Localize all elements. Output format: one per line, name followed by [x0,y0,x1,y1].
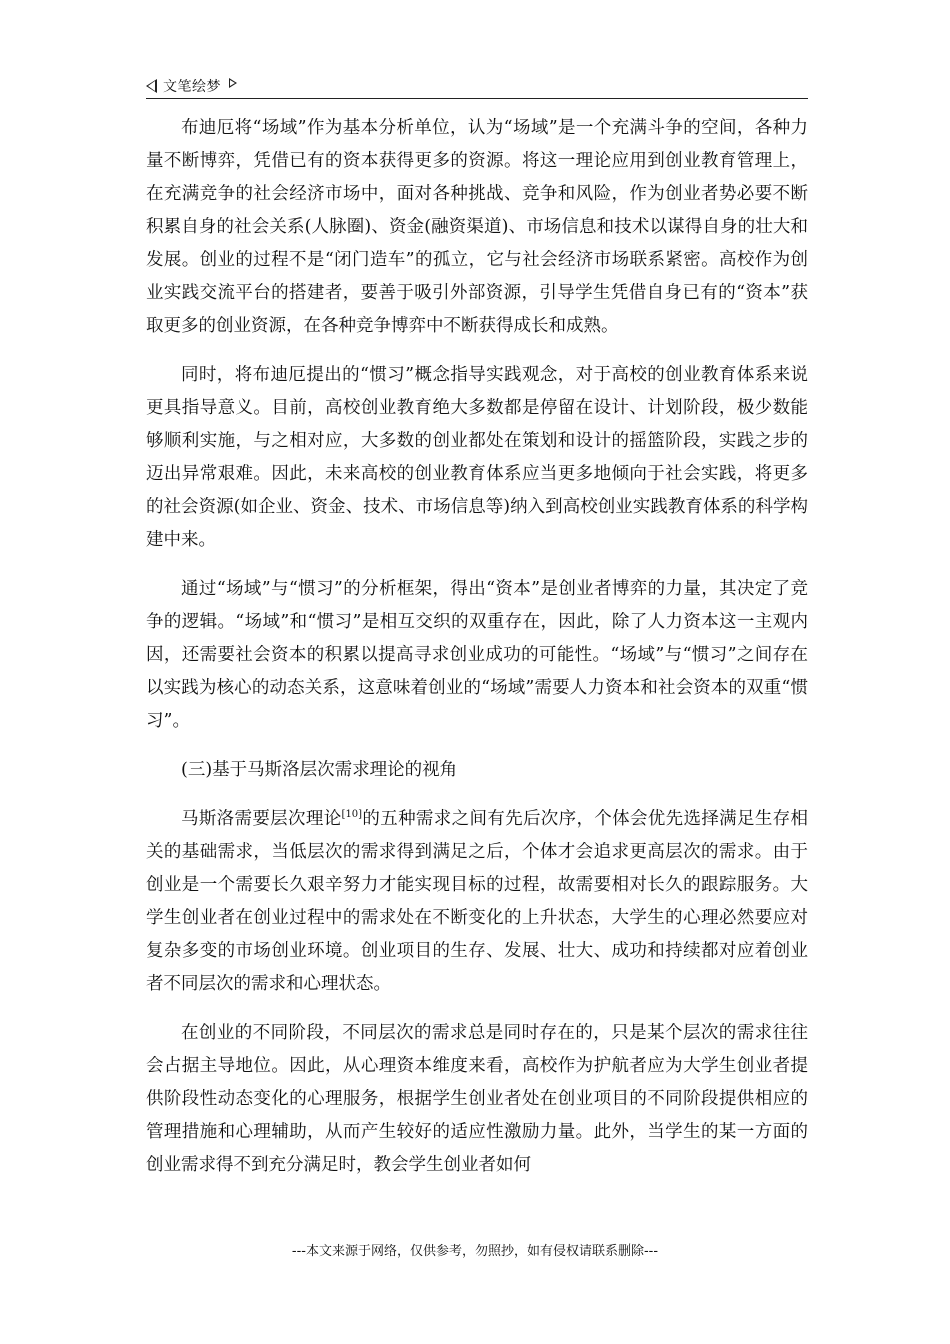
maslow-text-start: 马斯洛需要层次理论 [181,809,342,829]
page-header [146,74,808,98]
maslow-text-rest: 的五种需求之间有先后次序，个体会优先选择满足生存相关的基础需求，当低层次的需求得到满足之后，个体才会追求更高层次的需求。由于创业是一个需要长久艰辛努力才能实现目标的过程，故需要相对长久的跟踪服务。大学生创业者在创业过程中的需求处在不断变化的上升状态，大学生的心理必然要应对复杂多变的市场创业环境。创业项目的生存、发展、壮大、成功和持续都对应着创业者不同层次的需求和心理状态。 [146,809,809,994]
citation-ref: [10] [341,809,363,821]
page-footer: ---本文来源于网络，仅供参考，勿照抄，如有侵权请联系删除--- [291,1244,659,1259]
triangle-left-icon [146,79,157,93]
paragraph-field-theory: 布迪厄将“场域”作为基本分析单位，认为“场域”是一个充满斗争的空间，各种力量不断博弈，凭借已有的资本获得更多的资源。将这一理论应用到创业教育管理上，在充满竞争的社会经济市场中，面对各种挑战、竞争和风险，作为创业者势必要不断积累自身的社会关系(人脉圈)、资金(融资渠道)、市场信息和技术以谋得自身的壮大和发展。创业的过程不是“闭门造车”的孤立，它与社会经济市场联系紧密。高校作为创业实践交流平台的搭建者，要善于吸引外部资源，引导学生凭借自身已有的“资本”获取更多的创业资源，在各种竞争博弈中不断获得成长和成熟。 [146,118,808,336]
header-title: 文笔绘梦 [163,79,221,95]
document-body [146,112,808,1182]
header-rule [146,98,808,99]
section-heading: (三)基于马斯洛层次需求理论的视角 [181,760,458,780]
paragraph-maslow [146,803,808,1001]
triangle-right-icon [229,78,237,88]
paragraph-capital: 通过“场域”与“惯习”的分析框架，得出“资本”是创业者博弈的力量，其决定了竞争的逻辑。“场域”和“惯习”是相互交织的双重存在，因此，除了人力资本这一主观内因，还需要社会资本的积累以提高寻求创业成功的可能性。“场域”与“惯习”之间存在以实践为核心的动态关系，这意味着创业的“场域”需要人力资本和社会资本的双重“惯习”。 [146,579,808,731]
paragraph-stages: 在创业的不同阶段，不同层次的需求总是同时存在的，只是某个层次的需求往往会占据主导地位。因此，从心理资本维度来看，高校作为护航者应为大学生创业者提供阶段性动态变化的心理服务，根据学生创业者处在创业项目的不同阶段提供相应的管理措施和心理辅助，从而产生较好的适应性激励力量。此外，当学生的某一方面的创业需求得不到充分满足时，教会学生创业者如何 [146,1023,808,1175]
paragraph-habitus: 同时，将布迪厄提出的“惯习”概念指导实践观念，对于高校的创业教育体系来说更具指导意义。目前，高校创业教育绝大多数都是停留在设计、计划阶段，极少数能够顺利实施，与之相对应，大多数的创业都处在策划和设计的摇篮阶段，实践之步的迈出异常艰难。因此，未来高校的创业教育体系应当更多地倾向于社会实践，将更多的社会资源(如企业、资金、技术、市场信息等)纳入到高校创业实践教育体系的科学构建中来。 [146,365,808,550]
